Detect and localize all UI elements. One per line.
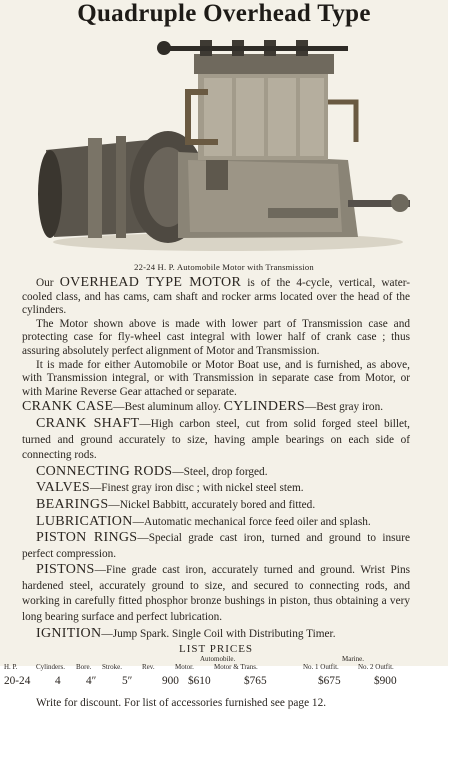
spec-crank-shaft (22, 416, 410, 464)
cell-motor-trans-price: $765 (244, 675, 267, 688)
page-title: Quadruple Overhead Type (77, 0, 371, 27)
spec-text: —Finest gray iron disc ; with nickel steel stem. (89, 482, 304, 495)
cell-hp: 20-24 (4, 675, 31, 688)
spec-text: —Automatic mechanical force feed oiler and splash. (132, 515, 371, 528)
spec-text: —Nickel Babbitt, accurately bored and fitted. (108, 498, 316, 511)
cell-bore: 4″ (86, 675, 97, 688)
engine-illustration (28, 32, 428, 252)
header-bore: Bore. (76, 663, 92, 672)
intro-paragraph-2: The Motor shown above is made with lower part of Transmission case and protecting case for fly-wheel cast integral with lower half of crank case ; thus assuring absolutely perfect alignment of Motor and Transmission. (22, 317, 410, 357)
spec-term: CRANK SHAFT (36, 415, 140, 431)
spec-term: CONNECTING RODS (36, 463, 173, 479)
spec-valves (22, 480, 410, 497)
spec-text: —Steel, drop forged. (172, 465, 268, 478)
spec-term: PISTON RINGS (36, 530, 138, 546)
header-hp: H. P. (4, 663, 18, 672)
spec-text: —Fine grade cast iron, accurately turned and ground. Wrist Pins hardened steel, accurately ground to size, and secured to connecting rods, and working in carefully fitted phosphor bronze bushings in piston, thus obtaining a very long bearing surface and perfect lubrication. (22, 564, 410, 624)
list-prices-title: LIST PRICES (178, 643, 254, 656)
cell-outfit-2-price: $900 (374, 675, 397, 688)
cell-cylinders: 4 (55, 675, 61, 688)
spec-text: —Jump Spark. Single Coil with Distributing Timer. (101, 627, 336, 640)
group-automobile: Automobile. (200, 655, 236, 664)
spec-text: —Best aluminum alloy. (113, 401, 221, 414)
cell-motor-price: $610 (188, 675, 211, 688)
intro-paragraph-1 (22, 276, 410, 318)
spec-text: —Best gray iron. (304, 401, 384, 414)
spec-crank-case (22, 399, 410, 416)
header-stroke: Stroke. (102, 663, 123, 672)
spec-text: —High carbon steel, cut from solid forged steel billet, turned and ground accurately to size, having ample bearings on each side of connecting rods. (22, 417, 411, 462)
spec-pistons (22, 562, 410, 625)
price-table (4, 655, 410, 695)
footer-note: Write for discount. For list of accessories furnished see page 12. (36, 697, 327, 710)
header-outfit-2: No. 2 Outfit. (358, 663, 394, 672)
intro-term: OVERHEAD TYPE MOTOR (59, 275, 242, 290)
spec-text: —Special grade cast iron, turned and ground to insure perfect compression. (22, 532, 410, 560)
figure-caption: 22-24 H. P. Automobile Motor with Transmission (134, 262, 314, 272)
spec-connecting-rods (22, 464, 410, 481)
intro-text: is of the 4-cycle, vertical, water-cooled class, and has cams, cam shaft and rocker arms located over the head of the cylinders. (22, 277, 411, 317)
cell-rev: 900 (162, 675, 179, 688)
header-motor-trans: Motor & Trans. (214, 663, 258, 672)
header-outfit-1: No. 1 Outfit. (303, 663, 339, 672)
spec-term: VALVES (36, 480, 90, 496)
spec-term: CYLINDERS (223, 399, 305, 415)
spec-term: LUBRICATION (36, 513, 133, 529)
cell-outfit-1-price: $675 (318, 675, 341, 688)
group-marine: Marine. (342, 655, 364, 664)
cell-stroke: 5″ (122, 675, 133, 688)
spec-term: IGNITION (36, 625, 102, 641)
header-cylinders: Cylinders. (36, 663, 65, 672)
spec-term: PISTONS (36, 562, 95, 578)
intro-lead: Our (36, 277, 54, 289)
text-body (4, 275, 411, 710)
spec-piston-rings (22, 530, 410, 562)
spec-term: CRANK CASE (22, 399, 114, 415)
intro-paragraph-3: It is made for either Automobile or Motor Boat use, and is furnished, as above, with Transmission integral, or with Transmission in separate case from Motor, or with Marine Reverse Gear attached or separate. (22, 358, 410, 398)
header-rev: Rev. (142, 663, 155, 672)
spec-bearings (22, 497, 410, 514)
spec-term: BEARINGS (36, 496, 109, 512)
spec-lubrication (22, 514, 410, 531)
spec-ignition (22, 626, 410, 643)
header-motor: Motor. (175, 663, 194, 672)
